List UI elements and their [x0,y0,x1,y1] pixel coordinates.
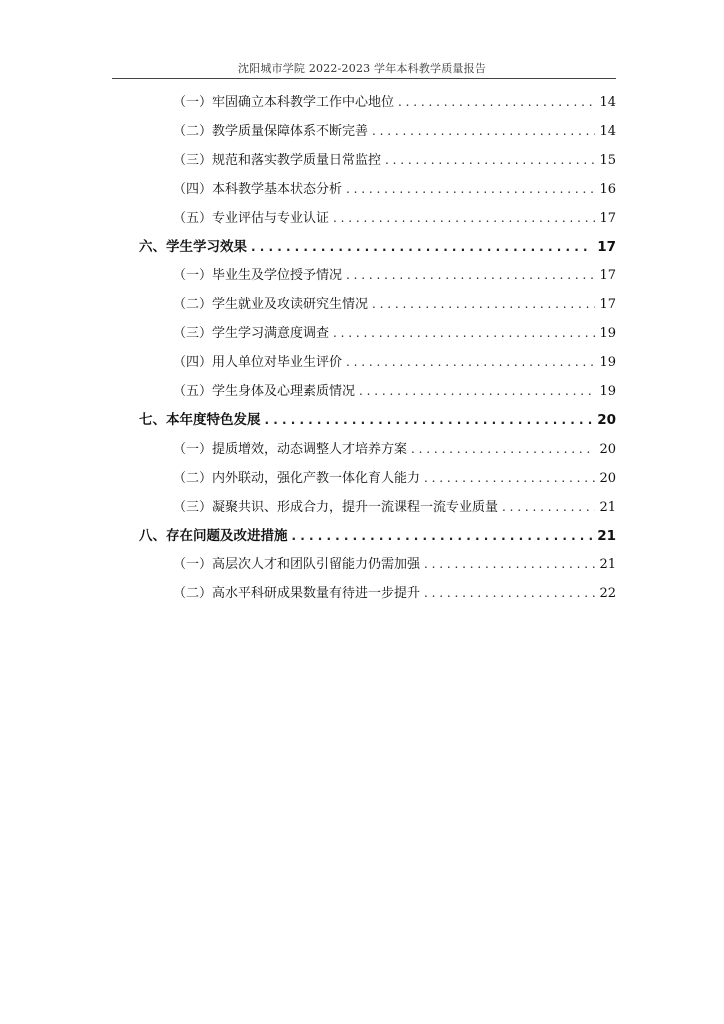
toc-dot-leader [502,497,595,517]
toc-entry-label: （一）牢固确立本科教学工作中心地位 [173,95,395,110]
toc-page-number: 19 [599,326,616,342]
toc-dot-leader [424,583,595,603]
toc-dot-leader [424,468,595,488]
toc-dot-leader [333,208,595,228]
toc-dot-leader [385,150,595,170]
toc-entry-label: （四）用人单位对毕业生评价 [173,355,343,371]
toc-subsection-entry[interactable] [173,468,616,488]
toc-subsection-entry[interactable] [173,583,616,603]
toc-page-number: 17 [597,238,616,255]
toc-entry-label: （三）凝聚共识、形成合力，提升一流课程一流专业质量 [173,499,499,515]
toc-subsection-entry[interactable] [173,323,616,343]
toc-dot-leader [333,323,595,343]
toc-dot-leader [265,410,594,430]
toc-subsection-entry[interactable] [173,121,616,141]
toc-subsection-entry[interactable] [173,179,616,199]
page-header: 沈阳城市学院 2022-2023 学年本科教学质量报告 [237,62,487,75]
toc-page-number: 17 [599,210,616,226]
toc-page-number: 22 [599,586,616,602]
toc-entry-label: （一）毕业生及学位授予情况 [173,268,343,284]
toc-dot-leader [346,179,595,199]
toc-dot-leader [251,237,593,257]
toc-page-number: 19 [599,355,616,371]
toc-page-number: 20 [599,470,616,486]
toc-page-number: 15 [599,152,616,168]
toc-entry-label: （五）学生身体及心理素质情况 [173,384,356,399]
toc-dot-leader [359,381,595,401]
toc-entry-label: 八、存在问题及改进措施 [139,527,288,544]
toc-subsection-entry[interactable] [173,92,616,112]
toc-subsection-entry[interactable] [173,381,616,401]
toc-entry-label: （四）本科教学基本状态分析 [173,181,343,197]
toc-dot-leader [292,526,594,546]
toc-entry-label: （三）规范和落实教学质量日常监控 [173,152,382,168]
toc-page-number: 17 [599,268,616,284]
toc-entry-label: 六、学生学习效果 [139,238,247,255]
toc-dot-leader [411,439,595,459]
toc-dot-leader [372,121,595,141]
toc-section-entry[interactable] [139,526,616,546]
toc-dot-leader [346,352,595,372]
toc-page-number: 20 [599,441,616,457]
toc-page-number: 14 [599,123,616,139]
toc-entry-label: （五）专业评估与专业认证 [173,210,330,226]
toc-subsection-entry[interactable] [173,265,616,285]
toc-subsection-entry[interactable] [173,208,616,228]
toc-entry-label: 七、本年度特色发展 [139,411,261,428]
toc-page-number: 14 [599,95,616,110]
toc-section-entry[interactable] [139,237,616,257]
toc-page-number: 17 [599,297,616,313]
toc-entry-label: （三）学生学习满意度调查 [173,326,330,342]
toc-subsection-entry[interactable] [173,439,616,459]
toc-page-number: 20 [597,411,616,428]
toc-subsection-entry[interactable] [173,554,616,574]
toc-entry-label: （二）学生就业及攻读研究生情况 [173,297,369,313]
toc-page-number: 21 [599,499,616,515]
toc-subsection-entry[interactable] [173,150,616,170]
toc-subsection-entry[interactable] [173,294,616,314]
toc-page-number: 16 [599,181,616,197]
toc-dot-leader [424,554,595,574]
toc-page-number: 21 [599,557,616,573]
toc-page-number: 21 [597,527,616,544]
toc-dot-leader [398,92,595,112]
toc-section-entry[interactable] [139,410,616,430]
toc-entry-label: （一）高层次人才和团队引留能力仍需加强 [173,557,421,573]
toc-entry-label: （二）内外联动，强化产教一体化育人能力 [173,470,421,486]
toc-entry-label: （二）教学质量保障体系不断完善 [173,123,369,139]
toc-subsection-entry[interactable] [173,352,616,372]
toc-entry-label: （一）提质增效，动态调整人才培养方案 [173,441,408,457]
toc-entry-label: （二）高水平科研成果数量有待进一步提升 [173,586,421,602]
toc-page-number: 19 [599,384,616,399]
toc-subsection-entry[interactable] [173,497,616,517]
toc-dot-leader [346,265,595,285]
toc-dot-leader [372,294,595,314]
